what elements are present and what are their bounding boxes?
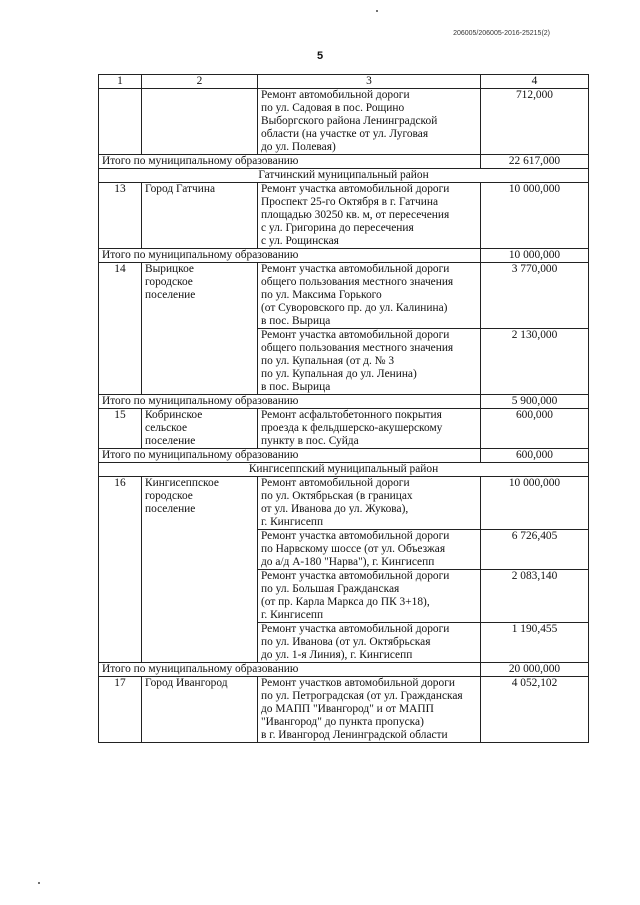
document-code: 206005/206005-2016-25215(2): [453, 30, 550, 37]
municipality-total-row: [99, 395, 589, 409]
work-description: Ремонт участка автомобильной дороги по ул. Большая Гражданская (от пр. Карла Маркса до ПК 3+18), г. Кингисепп: [258, 570, 481, 623]
total-label: Итого по муниципальному образованию: [99, 249, 481, 263]
page-number: 5: [316, 50, 324, 62]
scan-speck: [38, 882, 40, 884]
total-amount: 10 000,000: [481, 249, 589, 263]
table-row: [99, 263, 589, 329]
total-label: Итого по муниципальному образованию: [99, 395, 481, 409]
row-number: 13: [99, 183, 142, 249]
funding-table: [98, 74, 589, 743]
amount: 1 190,455: [481, 623, 589, 663]
work-description: Ремонт участков автомобильной дороги по ул. Петроградская (от ул. Гражданская до МАПП "Ивангород" и от МАПП "Ивангород" до пункта пропуска) в г. Ивангород Ленинградской области: [258, 677, 481, 743]
work-description: Ремонт участка автомобильной дороги общего пользования местного значения по ул. Купальная (от д. № 3 по ул. Купальная до ул. Ленина) в пос. Вырица: [258, 329, 481, 395]
column-number: 3: [258, 75, 481, 89]
table-row: [99, 677, 589, 743]
total-amount: 5 900,000: [481, 395, 589, 409]
work-description: Ремонт участка автомобильной дороги по Нарвскому шоссе (от ул. Объезжая до а/д А-180 "Нарва"), г. Кингисепп: [258, 530, 481, 570]
district-header-row: [99, 169, 589, 183]
row-number: [99, 89, 142, 155]
municipality-name: Кингисеппское городское поселение: [142, 477, 258, 663]
table-row: [99, 183, 589, 249]
amount: 4 052,102: [481, 677, 589, 743]
district-title: Кингисеппский муниципальный район: [99, 463, 589, 477]
amount: 600,000: [481, 409, 589, 449]
amount: 2 130,000: [481, 329, 589, 395]
municipality-total-row: [99, 449, 589, 463]
amount: 10 000,000: [481, 183, 589, 249]
total-amount: 22 617,000: [481, 155, 589, 169]
column-number: 1: [99, 75, 142, 89]
scan-speck: [376, 10, 378, 12]
municipality-name: Вырицкое городское поселение: [142, 263, 258, 395]
district-title: Гатчинский муниципальный район: [99, 169, 589, 183]
row-number: 16: [99, 477, 142, 663]
municipality-total-row: [99, 663, 589, 677]
work-description: Ремонт участка автомобильной дороги общего пользования местного значения по ул. Максима Горького (от Суворовского пр. до ул. Калинина) в пос. Вырица: [258, 263, 481, 329]
municipality-name: Город Ивангород: [142, 677, 258, 743]
table-row: [99, 409, 589, 449]
work-description: Ремонт асфальтобетонного покрытия проезда к фельдшерско-акушерскому пункту в пос. Суйда: [258, 409, 481, 449]
total-amount: 600,000: [481, 449, 589, 463]
total-label: Итого по муниципальному образованию: [99, 663, 481, 677]
work-description: Ремонт участка автомобильной дороги по ул. Иванова (от ул. Октябрьская до ул. 1-я Линия), г. Кингисепп: [258, 623, 481, 663]
district-header-row: [99, 463, 589, 477]
column-number: 2: [142, 75, 258, 89]
municipality-total-row: [99, 155, 589, 169]
table-row: [99, 89, 589, 155]
row-number: 14: [99, 263, 142, 395]
work-description: Ремонт автомобильной дороги по ул. Садовая в пос. Рощино Выборгского района Ленинградской области (на участке от ул. Луговая до ул. Полевая): [258, 89, 481, 155]
row-number: 17: [99, 677, 142, 743]
work-description: Ремонт участка автомобильной дороги Проспект 25-го Октября в г. Гатчина площадью 30250 кв. м, от пересечения с ул. Григорина до пересечения с ул. Рощинская: [258, 183, 481, 249]
row-number: 15: [99, 409, 142, 449]
amount: 712,000: [481, 89, 589, 155]
table-row: [99, 477, 589, 530]
amount: 3 770,000: [481, 263, 589, 329]
amount: 10 000,000: [481, 477, 589, 530]
funding-table-body: [99, 75, 589, 743]
amount: 2 083,140: [481, 570, 589, 623]
column-number: 4: [481, 75, 589, 89]
total-amount: 20 000,000: [481, 663, 589, 677]
total-label: Итого по муниципальному образованию: [99, 155, 481, 169]
column-number-row: [99, 75, 589, 89]
municipality-name: Кобринское сельское поселение: [142, 409, 258, 449]
total-label: Итого по муниципальному образованию: [99, 449, 481, 463]
municipality-name: Город Гатчина: [142, 183, 258, 249]
work-description: Ремонт автомобильной дороги по ул. Октябрьская (в границах от ул. Иванова до ул. Жукова), г. Кингисепп: [258, 477, 481, 530]
municipality-name: [142, 89, 258, 155]
municipality-total-row: [99, 249, 589, 263]
amount: 6 726,405: [481, 530, 589, 570]
